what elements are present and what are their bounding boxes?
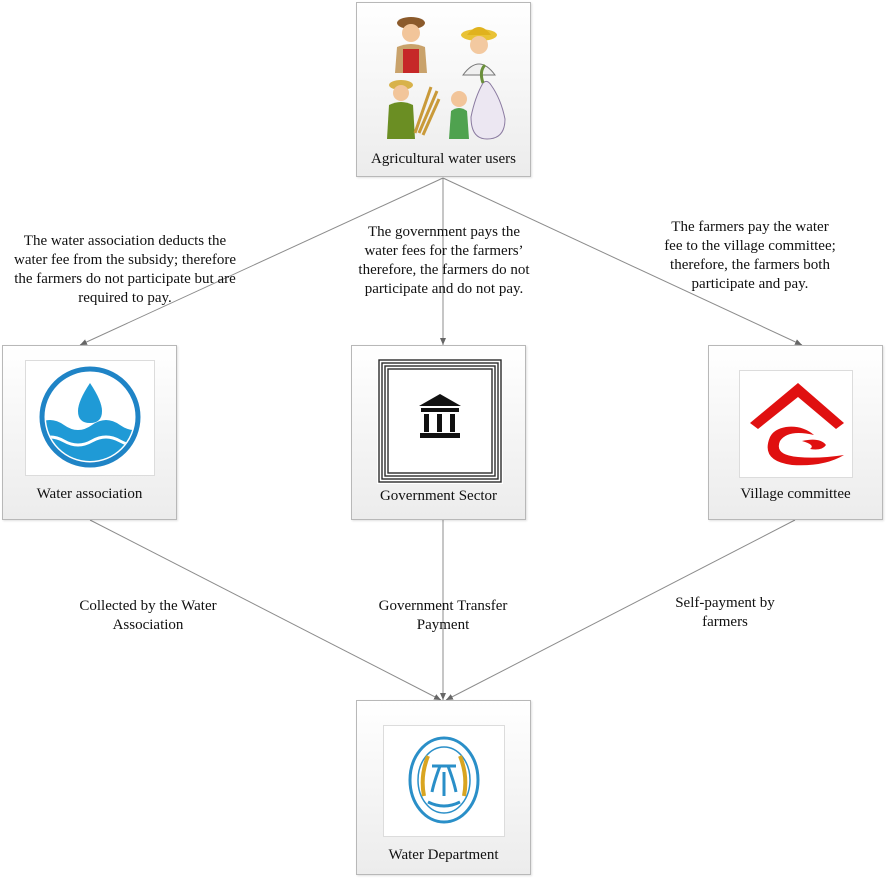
edge-label-village: Self-payment by farmers (675, 595, 775, 630)
farmers-illustration-icon (379, 13, 509, 143)
node-government-sector (351, 345, 526, 520)
note-association: The water association deducts the water fee from the subsidy; therefore the farmers do not participate but are required to pay. (14, 233, 236, 306)
node-village-committee (708, 345, 883, 520)
node-label: Agricultural water users (371, 151, 516, 167)
node-water-department (356, 700, 531, 875)
note-government: The government pays the water fees for the farmers’ therefore, the farmers do not participate and do not pay. (358, 224, 530, 297)
edge-label-government: Government Transfer Payment (378, 598, 508, 633)
node-label: Water Department (388, 847, 499, 863)
water-department-emblem-icon (383, 725, 505, 837)
edge-label-association: Collected by the Water Association (79, 598, 217, 633)
node-agricultural-water-users (356, 2, 531, 177)
node-label: Village committee (740, 486, 851, 502)
node-label: Government Sector (379, 488, 498, 504)
water-drop-icon (25, 360, 155, 476)
note-village: The farmers pay the water fee to the village committee; therefore, the farmers both participate and pay. (664, 219, 836, 292)
node-water-association (2, 345, 177, 520)
node-label: Water association (36, 486, 143, 502)
red-house-icon (739, 370, 853, 478)
government-building-icon (377, 358, 503, 484)
